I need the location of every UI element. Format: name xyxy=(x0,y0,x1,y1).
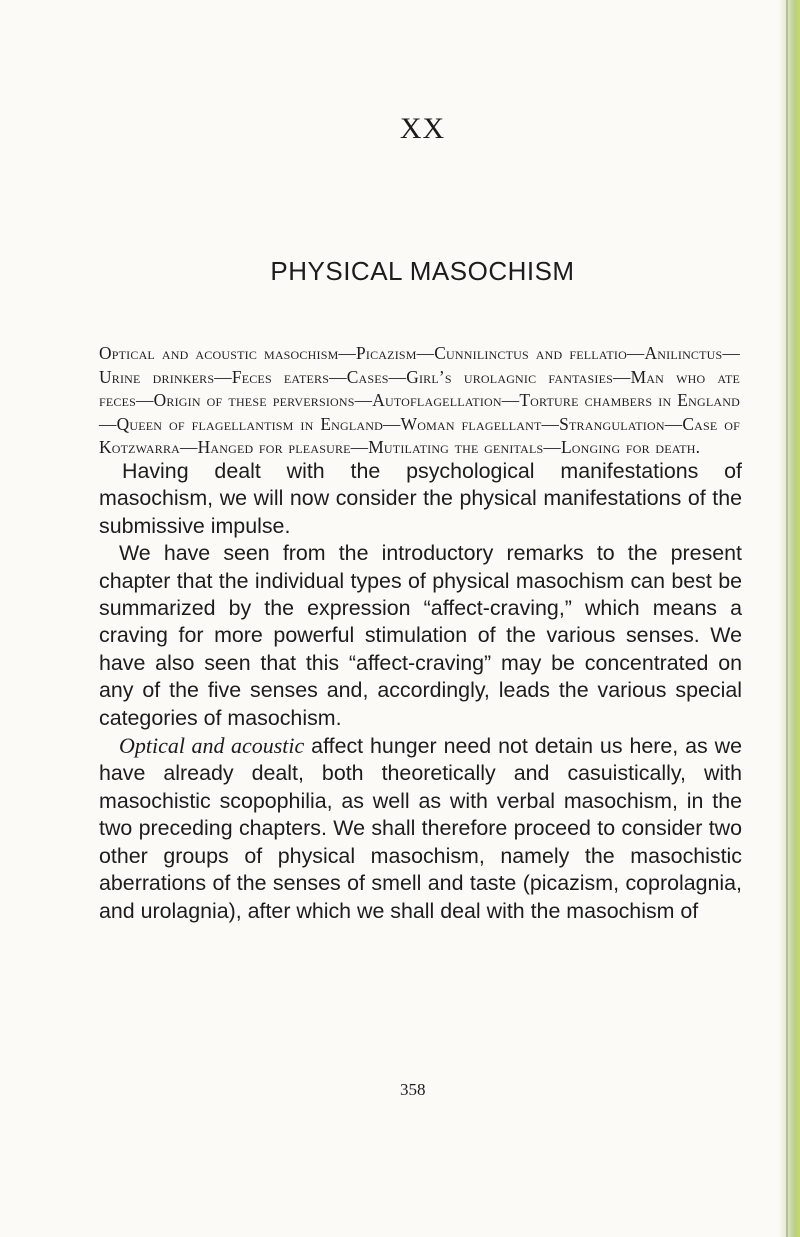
chapter-number: XX xyxy=(399,112,446,145)
paragraph-3 xyxy=(99,732,742,925)
page-edge-binding xyxy=(778,0,800,1237)
page-edge-line xyxy=(786,0,788,1237)
chapter-title: PHYSICAL MASOCHISM xyxy=(270,256,575,286)
paragraph-2: We have seen from the introductory remarks to the present chapter that the individual types of physical masochism can best be summarized by the expression “affect-craving,” which means a craving for more powerful stimulation of the various senses. We have also seen that this “affect-craving” may be concentrated on any of the five senses and, accordingly, leads the various special categories of masochism. xyxy=(99,541,742,730)
paragraph-3-italic-lead: Optical and acoustic xyxy=(119,733,305,759)
chapter-synopsis: Optical and acoustic masochism—Picazism—Cunnilinctus and fellatio—Anilinctus—Urine drinkers—Feces eaters—Cases—Girl’s urolagnic fantasies—Man who ate feces—Origin of these perversions—Autoflagellation—Torture chambers in England—Queen of flagellantism in England—Woman flagellant—Strangulation—Case of Kotzwarra—Hanged for pleasure—Mutilating the genitals—Longing for death. xyxy=(99,343,740,458)
body-text xyxy=(99,458,742,925)
paragraph-1: Having dealt with the psychological manifestations of masochism, we will now consider the physical manifestations of the submissive impulse. xyxy=(99,459,742,538)
paragraph-3-text: affect hunger need not detain us here, as we have already dealt, both theoretically and casuistically, with masochistic scopophilia, as well as with verbal masochism, in the two preceding chapters. We shall therefore proceed to consider two other groups of physical masochism, namely the masochistic aberrations of the senses of smell and taste (picazism, coprolagnia, and urolagnia), after which we shall deal with the masochism of xyxy=(99,734,742,923)
page-number: 358 xyxy=(400,1080,426,1099)
